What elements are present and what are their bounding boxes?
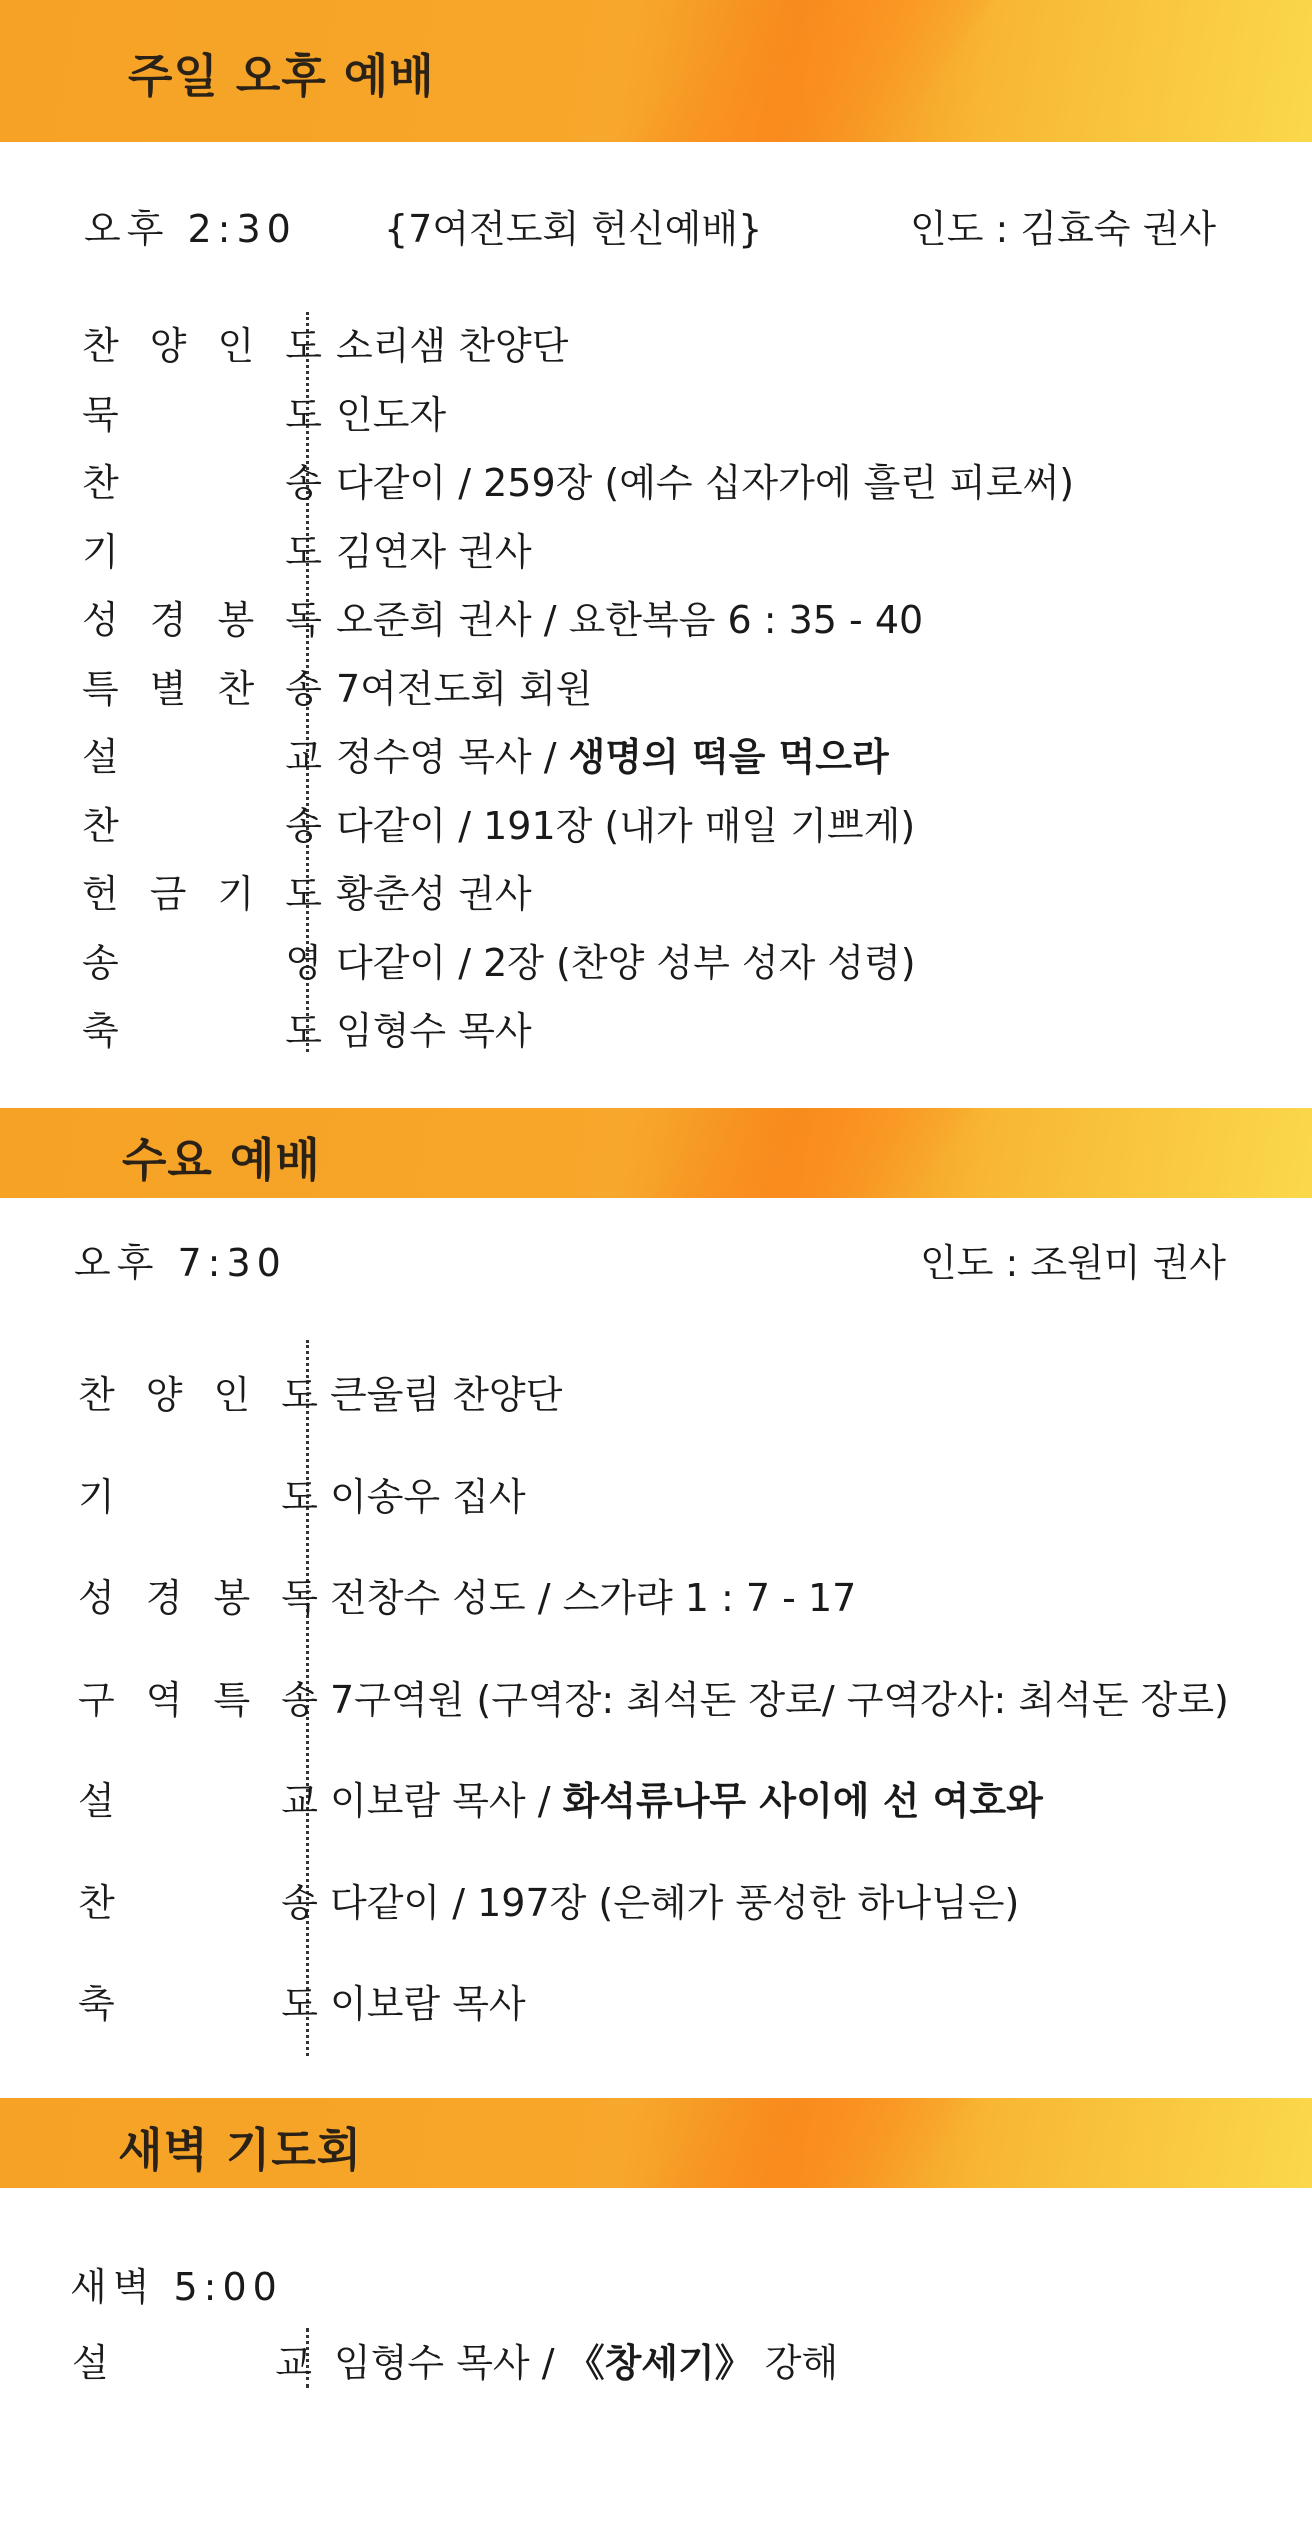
- order-value: [336, 589, 923, 644]
- order-label: [78, 1567, 318, 1622]
- order-label-char: 인: [217, 324, 255, 368]
- order-value: [330, 1466, 526, 1521]
- order-value: [330, 1567, 856, 1622]
- order-label: [82, 384, 322, 439]
- order-value-text: 오준희 권사 / 요한복음 6 : 35 - 40: [336, 598, 924, 642]
- order-label-char: 인: [213, 1373, 251, 1417]
- sermon-title: 생명의 떡을 먹으라: [568, 735, 889, 779]
- order-label-char: 송: [285, 461, 322, 505]
- order-label: [82, 658, 322, 713]
- order-label: [78, 1466, 318, 1521]
- order-value: [336, 658, 593, 713]
- order-label-char: 찬: [78, 1880, 115, 1925]
- order-label-char: 도: [285, 392, 322, 437]
- order-value: [334, 2332, 838, 2387]
- order-value-tail: 강해: [752, 2341, 839, 2385]
- order-label-char: 기: [82, 529, 119, 574]
- order-value-text: 소리샘 찬양단: [336, 324, 569, 368]
- order-label: [78, 1364, 318, 1419]
- order-value-text: 이보람 목사: [330, 1982, 526, 2026]
- order-label-char: 도: [285, 1009, 322, 1053]
- order-label-char: 찬: [82, 803, 119, 848]
- order-value: [336, 384, 446, 439]
- order-value: [330, 1669, 1229, 1724]
- order-value: [336, 452, 1074, 507]
- order-label-char: 도: [281, 1373, 318, 1417]
- order-label: [82, 863, 322, 918]
- order-label-char: 송: [285, 803, 322, 848]
- order-label-char: 찬: [217, 666, 255, 711]
- dawn-title: 새벽 기도회: [118, 2123, 363, 2177]
- order-label-char: 찬: [82, 461, 119, 505]
- order-label-char: 설: [78, 1779, 115, 1823]
- order-label-char: 교: [275, 2341, 312, 2385]
- order-value-text: 다같이 / 191장 (내가 매일 기쁘게): [336, 803, 916, 848]
- order-label-char: 구: [78, 1677, 115, 1722]
- order-label-char: 특: [213, 1677, 251, 1722]
- order-value: [330, 1364, 562, 1419]
- order-label-char: 성: [82, 598, 119, 642]
- sunday-title: 주일 오후 예배: [128, 49, 435, 103]
- order-value-text: 인도자: [336, 392, 447, 437]
- order-value-text: 임형수 목사: [336, 1009, 532, 1053]
- order-label-char: 묵: [82, 392, 119, 437]
- order-label-char: 교: [285, 735, 322, 779]
- order-value: [336, 726, 889, 781]
- order-label: [82, 452, 322, 507]
- order-label-char: 헌: [82, 872, 119, 916]
- order-label: [78, 1669, 318, 1724]
- order-label-char: 성: [78, 1576, 115, 1620]
- order-label-char: 송: [285, 666, 322, 711]
- order-label-char: 송: [82, 940, 119, 985]
- order-label-char: 도: [285, 872, 322, 916]
- order-value: [330, 1770, 1043, 1825]
- dawn-banner: [0, 2098, 1312, 2188]
- order-label-char: 봉: [217, 598, 255, 642]
- banner-shine: [651, 2098, 974, 2188]
- sermon-title: 화석류나무 사이에 선 여호와: [562, 1779, 1043, 1823]
- order-value: [336, 1000, 532, 1055]
- sunday-leader: 인도 : 김효숙 권사: [910, 207, 1216, 251]
- sunday-theme: {7여전도회 헌신예배}: [384, 207, 763, 251]
- sunday-time: 오후 2:30: [84, 207, 297, 251]
- order-label-char: 도: [281, 1982, 318, 2026]
- order-label: [78, 1973, 318, 2028]
- order-label-char: 송: [281, 1880, 318, 1925]
- order-label: [82, 726, 322, 781]
- wednesday-title: 수요 예배: [122, 1133, 321, 1187]
- order-label-char: 기: [217, 872, 255, 916]
- order-label-char: 찬: [82, 324, 119, 368]
- order-value: [336, 521, 532, 576]
- banner-shine: [651, 1108, 974, 1198]
- order-value-text: 임형수 목사 /: [334, 2341, 567, 2385]
- banner-shine: [633, 0, 992, 142]
- wednesday-leader: 인도 : 조원미 권사: [920, 1241, 1226, 1285]
- order-label: [82, 315, 322, 370]
- order-value-text: 7구역원 (구역장: 최석돈 장로/ 구역강사: 최석돈 장로): [330, 1677, 1229, 1722]
- order-value: [336, 795, 915, 850]
- order-label: [82, 932, 322, 987]
- order-label: [78, 1770, 318, 1825]
- order-label-char: 설: [82, 735, 119, 779]
- order-label: [82, 795, 322, 850]
- order-label-char: 별: [149, 666, 187, 711]
- order-label: [82, 589, 322, 644]
- order-label-char: 독: [281, 1576, 318, 1620]
- order-label: [82, 521, 322, 576]
- order-label-char: 특: [82, 666, 119, 711]
- order-label-char: 양: [149, 324, 187, 368]
- order-value-text: 이송우 집사: [330, 1474, 526, 1519]
- order-value-text: 정수영 목사 /: [336, 735, 569, 779]
- order-label-char: 송: [281, 1677, 318, 1722]
- order-value-text: 다같이 / 2장 (찬양 성부 성자 성령): [336, 940, 916, 985]
- wednesday-banner: [0, 1108, 1312, 1198]
- order-value-text: 전창수 성도 / 스가랴 1 : 7 - 17: [330, 1576, 857, 1620]
- order-label-char: 경: [145, 1576, 183, 1620]
- order-label-char: 영: [285, 940, 322, 985]
- order-value: [330, 1973, 526, 2028]
- order-label-char: 도: [285, 324, 322, 368]
- order-label-char: 역: [145, 1677, 183, 1722]
- order-label: [72, 2332, 312, 2387]
- order-label-char: 교: [281, 1779, 318, 1823]
- dawn-time: 새벽 5:00: [70, 2265, 283, 2309]
- order-label-char: 찬: [78, 1373, 115, 1417]
- order-label-char: 양: [145, 1373, 183, 1417]
- order-label-char: 축: [82, 1009, 119, 1053]
- order-label: [82, 1000, 322, 1055]
- order-value-text: 큰울림 찬양단: [330, 1373, 563, 1417]
- order-label-char: 금: [149, 872, 187, 916]
- order-label-char: 도: [281, 1474, 318, 1519]
- order-label-char: 독: [285, 598, 322, 642]
- order-value: [336, 863, 532, 918]
- order-label-char: 축: [78, 1982, 115, 2026]
- order-label-char: 도: [285, 529, 322, 574]
- order-value-text: 황춘성 권사: [336, 872, 532, 916]
- order-value-text: 7여전도회 회원: [336, 666, 593, 711]
- sunday-banner: [0, 0, 1312, 142]
- order-label-char: 봉: [213, 1576, 251, 1620]
- order-label-char: 기: [78, 1474, 115, 1519]
- sermon-title: 《창세기》: [566, 2341, 753, 2385]
- order-value: [336, 932, 916, 987]
- order-label: [78, 1872, 318, 1927]
- order-value: [330, 1872, 1019, 1927]
- order-value-text: 다같이 / 197장 (은혜가 풍성한 하나님은): [330, 1880, 1020, 1925]
- order-label-char: 설: [72, 2341, 109, 2385]
- order-value-text: 이보람 목사 /: [330, 1779, 563, 1823]
- order-label-char: 경: [149, 598, 187, 642]
- order-value: [336, 315, 568, 370]
- order-value-text: 다같이 / 259장 (예수 십자가에 흘린 피로써): [336, 461, 1075, 505]
- wednesday-time: 오후 7:30: [74, 1241, 287, 1285]
- order-value-text: 김연자 권사: [336, 529, 532, 574]
